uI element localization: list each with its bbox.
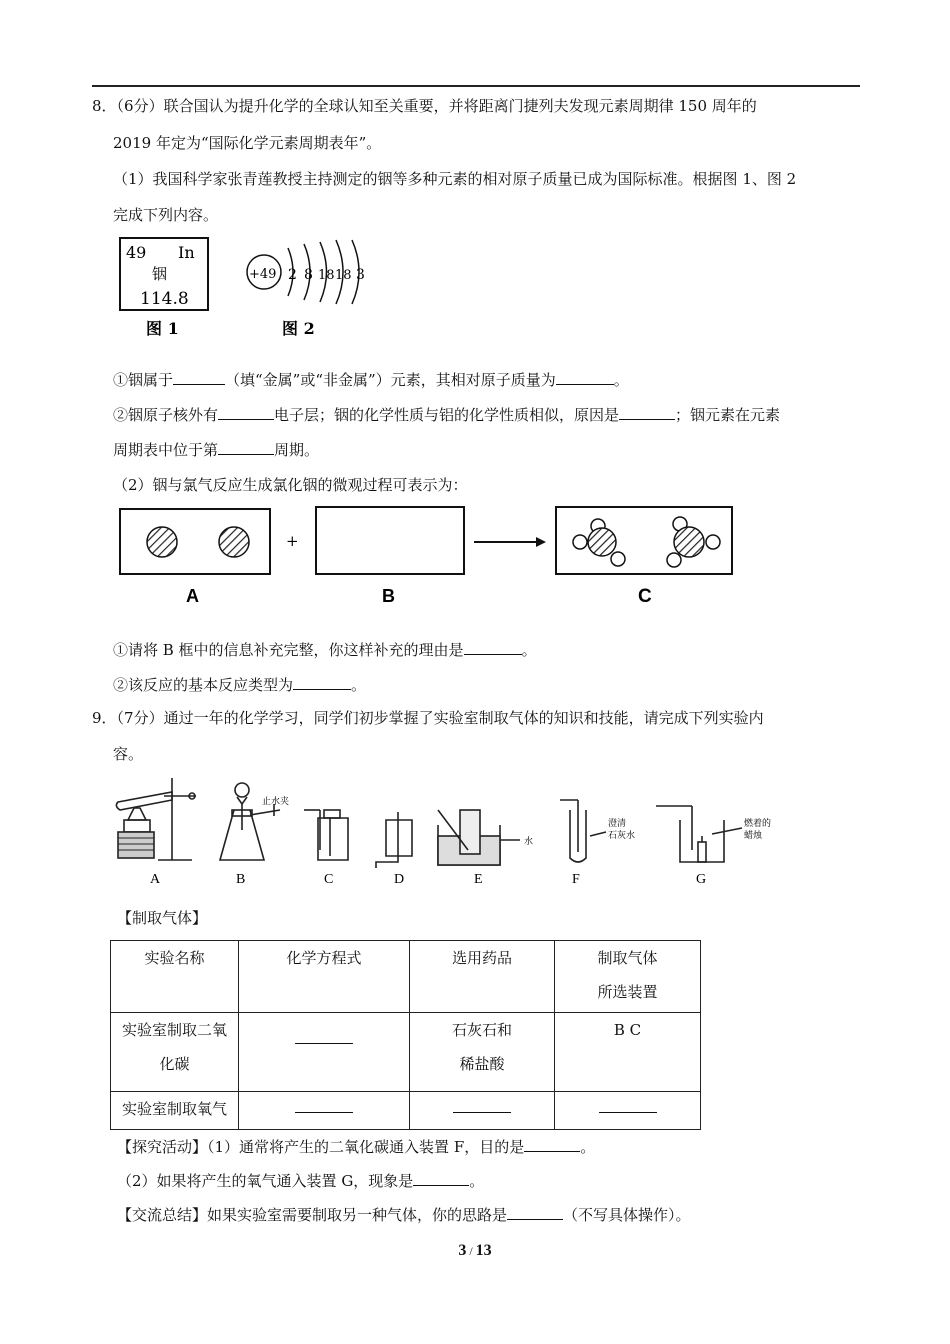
- explore-activity-1: 【探究活动】（1）通常将产生的二氧化碳通入装置 F，目的是 。: [117, 1138, 596, 1156]
- element-symbol: In: [178, 243, 195, 262]
- answer-blank[interactable]: [293, 675, 351, 690]
- q8-part1-line2: 完成下列内容。: [113, 206, 219, 224]
- q8-sub2-line2: 周期表中位于第 周期。: [113, 441, 320, 459]
- indium-chloride-molecule: [573, 519, 625, 566]
- answer-blank[interactable]: [507, 1205, 563, 1220]
- apparatus-a: [116, 778, 196, 860]
- answer-blank[interactable]: [413, 1171, 469, 1186]
- q8-sub3: ①请将 B 框中的信息补充完整，你这样补充的理由是 。: [113, 641, 537, 659]
- apparatus-b: [220, 783, 280, 860]
- table-header: 制取气体 所选装置: [555, 941, 701, 1013]
- table-header: 化学方程式: [239, 941, 410, 1013]
- box-b: [316, 507, 464, 574]
- indium-atom: [147, 527, 177, 557]
- table-header: 实验名称: [111, 941, 239, 1013]
- apparatus-label-f: F: [572, 872, 580, 887]
- apparatus-label-e: E: [474, 872, 483, 887]
- apparatus-label-b: B: [236, 872, 246, 887]
- figure-1-element-tile: [116, 234, 216, 340]
- label-c: C: [638, 586, 652, 607]
- answer-blank[interactable]: [453, 1098, 511, 1113]
- exchange-summary: 【交流总结】如果实验室需要制取另一种气体，你的思路是 （不写具体操作）。: [117, 1206, 691, 1224]
- clamp-note: 止水夹: [262, 797, 290, 807]
- candle-note-2: 蜡烛: [744, 831, 763, 841]
- apparatus-d: [376, 812, 412, 868]
- answer-blank[interactable]: [295, 1029, 353, 1044]
- answer-blank[interactable]: [464, 640, 522, 655]
- table-cell: [410, 1092, 555, 1130]
- figure-2-caption: 图 2: [282, 319, 315, 338]
- q8-sub1: ①铟属于 （填“金属”或“非金属”）元素，其相对原子质量为 。: [113, 371, 629, 389]
- plus-sign: +: [286, 532, 299, 550]
- apparatus-label-c: C: [324, 872, 334, 887]
- apparatus-c: [304, 810, 348, 860]
- apparatus-label-a: A: [150, 872, 161, 887]
- limewater-note-1: 澄清: [608, 819, 627, 829]
- shell-electrons-3: 18: [318, 268, 335, 283]
- q8-sub2-line1: ②铟原子核外有 电子层；铟的化学性质与铝的化学性质相似，原因是 ；铟元素在元素: [113, 406, 781, 424]
- q8-part2: （2）铟与氯气反应生成氯化铟的微观过程可表示为：: [113, 476, 468, 494]
- table-cell: 实验室制取氧气: [111, 1092, 239, 1130]
- candle-note-1: 燃着的: [744, 819, 772, 829]
- answer-blank[interactable]: [295, 1098, 353, 1113]
- micro-reaction-diagram: [118, 502, 738, 612]
- q8-intro-line2: 2019 年定为“国际化学元素周期表年”。: [113, 134, 382, 152]
- label-a: A: [186, 586, 199, 606]
- table-cell: B C: [555, 1013, 701, 1092]
- apparatus-f: [560, 800, 606, 862]
- nucleus-charge: +49: [249, 267, 277, 282]
- shell-electrons-1: 2: [288, 267, 297, 283]
- table-cell: 石灰石和 稀盐酸: [410, 1013, 555, 1092]
- table-cell: [555, 1092, 701, 1130]
- page-number: 3 / 13: [458, 1242, 492, 1259]
- q8-part1-line1: （1）我国科学家张青莲教授主持测定的铟等多种元素的相对原子质量已成为国际标准。根据图 1、图 2: [113, 170, 797, 188]
- lab-apparatus-figure: [112, 770, 792, 890]
- q8-intro-line1: 8．（6分）联合国认为提升化学的全球认知至关重要，并将距离门捷列夫发现元素周期律 150 周年的: [92, 97, 757, 115]
- answer-blank[interactable]: [218, 440, 274, 455]
- explore-activity-2: （2）如果将产生的氧气通入装置 G，现象是 。: [117, 1172, 485, 1190]
- apparatus-label-d: D: [394, 872, 405, 887]
- indium-atom: [219, 527, 249, 557]
- answer-blank[interactable]: [619, 405, 675, 420]
- water-note: 水: [524, 837, 534, 847]
- apparatus-g: [656, 806, 742, 862]
- table-header: 选用药品: [410, 941, 555, 1013]
- shell-electrons-5: 3: [356, 267, 365, 283]
- apparatus-label-g: G: [696, 872, 707, 887]
- table-cell: [239, 1092, 410, 1130]
- answer-blank[interactable]: [173, 370, 225, 385]
- limewater-note-2: 石灰水: [608, 831, 636, 841]
- element-mass: 114.8: [140, 289, 189, 309]
- figure-1-caption: 图 1: [146, 319, 179, 338]
- figure-2-atom-structure: [242, 234, 382, 340]
- answer-blank[interactable]: [556, 370, 614, 385]
- answer-blank[interactable]: [599, 1098, 657, 1113]
- shell-electrons-4: 18: [335, 268, 352, 283]
- label-b: B: [382, 586, 395, 606]
- answer-blank[interactable]: [218, 405, 274, 420]
- apparatus-e: [438, 810, 520, 865]
- element-name: 铟: [152, 265, 168, 283]
- indium-chloride-molecule: [667, 517, 720, 567]
- table-cell: [239, 1013, 410, 1092]
- q9-intro-line2: 容。: [113, 745, 144, 763]
- table-cell: 实验室制取二氧 化碳: [111, 1013, 239, 1092]
- make-gas-heading: 【制取气体】: [117, 909, 208, 927]
- element-number: 49: [126, 243, 147, 262]
- header-rule: [92, 85, 860, 87]
- answer-blank[interactable]: [524, 1137, 580, 1152]
- q9-intro-line1: 9．（7分）通过一年的化学学习，同学们初步掌握了实验室制取气体的知识和技能，请完成下列实验内: [92, 709, 764, 727]
- gas-preparation-table: [110, 940, 701, 1130]
- q8-sub4: ②该反应的基本反应类型为 。: [113, 676, 367, 694]
- shell-electrons-2: 8: [304, 267, 313, 283]
